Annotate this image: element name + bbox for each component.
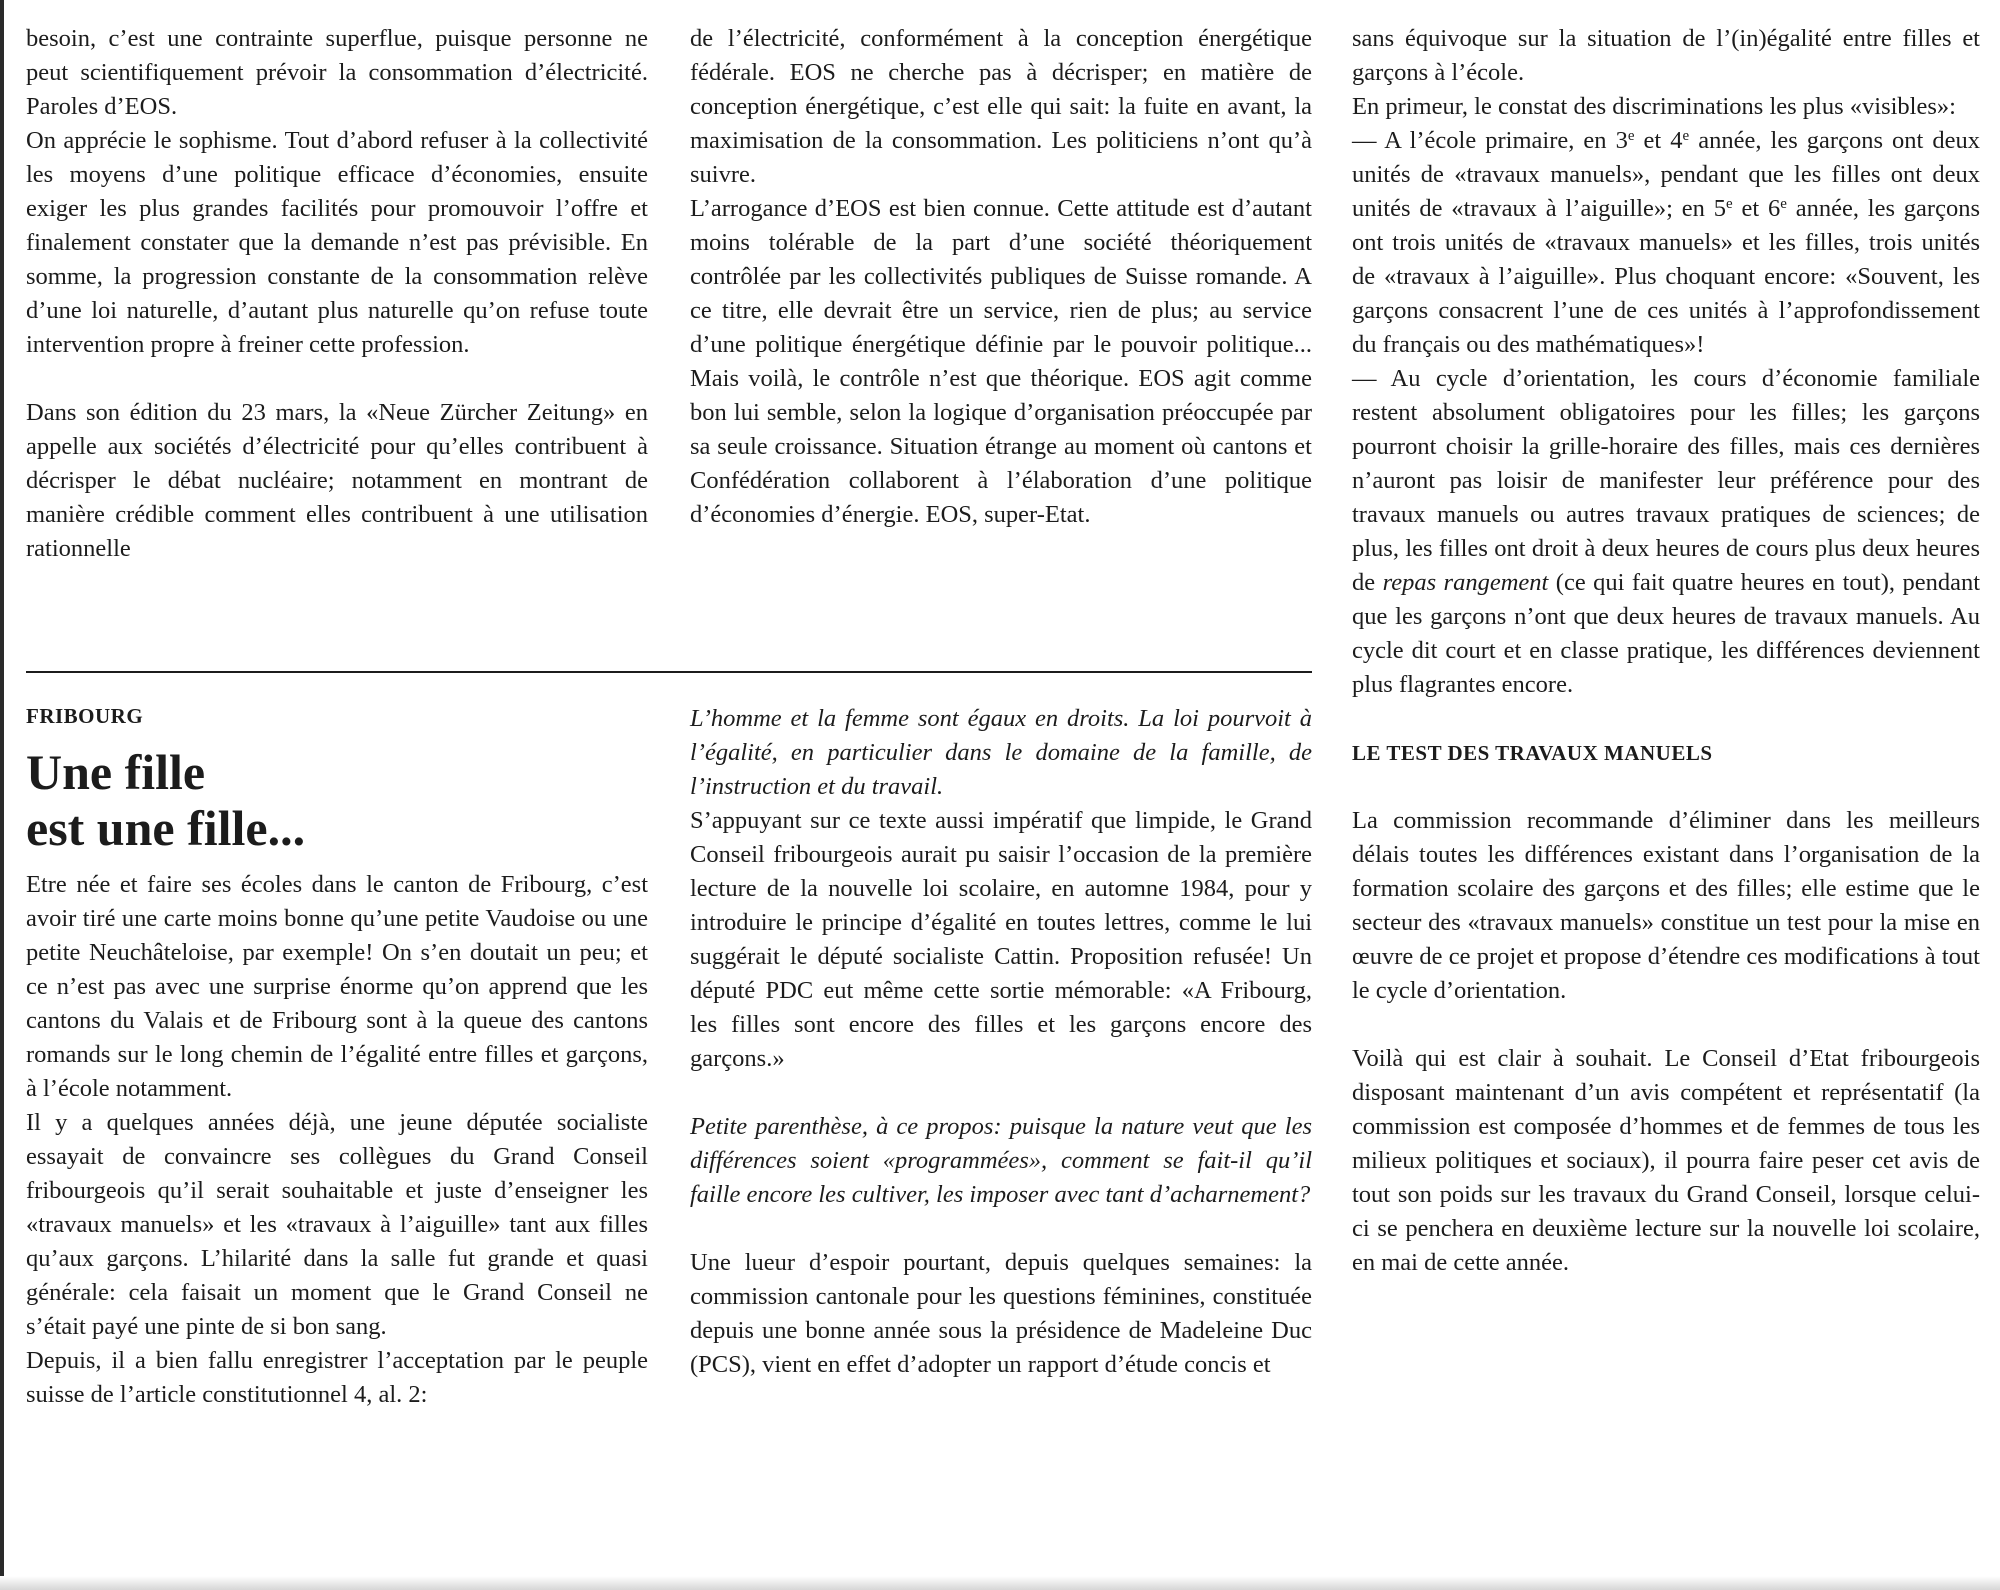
paragraph: Depuis, il a bien fallu enregistrer l’acceptation par le peuple suisse de l’article constitutionnel 4, al. 2: [26, 1347, 648, 1408]
article-column-1 [26, 702, 648, 1412]
list-item: — Au cycle d’orientation, les cours d’économie familiale restent absolument obligatoires pour les filles; les garçons pourront choisir la grille-horaire des filles, mais ces dernières n’auront pas loisir de manifester leur préférence pour des travaux manuels ou autres travaux pratiques de sciences; de plus, les filles ont droit à deux heures de cours plus deux heures de repas rangement (ce qui fait quatre heures en tout), pendant que les garçons n’ont que deux heures de travaux manuels. Au cycle dit court et en classe pratique, les différences deviennent plus flagrantes encore. [1352, 365, 1980, 698]
page-bottom-shadow [0, 1576, 2000, 1590]
title-line-1: Une fille [26, 744, 206, 800]
title-line-2: est une fille... [26, 800, 306, 856]
paragraph: On apprécie le sophisme. Tout d’abord refuser à la collectivité les moyens d’une politique efficace d’économies, ensuite exiger les plus grandes facilités pour promouvoir l’offre et finalement constater que la demande n’est pas prévisible. En somme, la progression constante de la consommation relève d’une loi naturelle, d’autant plus naturelle qu’on refuse toute intervention propre à freiner cette profession. [26, 127, 648, 358]
constitution-quote: L’homme et la femme sont égaux en droits. La loi pourvoit à l’égalité, en particulier dans le domaine de la famille, de l’instruction et du travail. [690, 705, 1312, 800]
paragraph: sans équivoque sur la situation de l’(in)égalité entre filles et garçons à l’école. [1352, 25, 1980, 86]
section-subheading: LE TEST DES TRAVAUX MANUELS [1352, 741, 1713, 765]
paragraph: Une lueur d’espoir pourtant, depuis quelques semaines: la commission cantonale pour les questions féminines, constituée depuis une bonne année sous la présidence de Madeleine Duc (PCS), vient en effet d’adopter un rapport d’étude concis et [690, 1249, 1312, 1378]
prev-article-column-1 [26, 22, 648, 566]
page-left-edge [0, 0, 4, 1590]
italic-aside: Petite parenthèse, à ce propos: puisque la nature veut que les différences soient «programmées», comment se fait-il qu’il faille encore les cultiver, les imposer avec tant d’acharnement? [690, 1113, 1312, 1208]
paragraph: L’arrogance d’EOS est bien connue. Cette attitude est d’autant moins tolérable de la part d’une société théoriquement contrôlée par les collectivités publiques de Suisse romande. A ce titre, elle devrait être un service, rien de plus; au service d’une politique énergétique définie par le pouvoir politique... Mais voilà, le contrôle n’est que théorique. EOS agit comme bon lui semble, selon la logique d’organisation préoccupée par sa seule croissance. Situation étrange au moment où cantons et Confédération collaborent à l’élaboration d’une politique d’économies d’énergie. EOS, super-Etat. [690, 195, 1312, 528]
paragraph: besoin, c’est une contrainte superflue, puisque personne ne peut scientifiquement prévoir la consommation d’électricité. Paroles d’EOS. [26, 25, 648, 120]
paragraph: Voilà qui est clair à souhait. Le Conseil d’Etat fribourgeois disposant maintenant d’un avis compétent et représentatif (la commission est composée d’hommes et de femmes de tous les milieux politiques et sociaux), il pourra faire peser cet avis de tout son poids sur les travaux du Grand Conseil, lorsque celui-ci se penchera en deuxième lecture sur la nouvelle loi scolaire, en mai de cette année. [1352, 1045, 1980, 1276]
prev-article-column-2 [690, 22, 1312, 532]
article-column-2 [690, 702, 1312, 1382]
section-divider [26, 671, 1312, 673]
paragraph: En primeur, le constat des discriminations les plus «visibles»: [1352, 93, 1956, 120]
paragraph: Il y a quelques années déjà, une jeune députée socialiste essayait de convaincre ses collègues du Grand Conseil fribourgeois qu’il serait souhaitable et juste d’enseigner les «travaux manuels» et les «travaux à l’aiguille» tant aux filles qu’aux garçons. L’hilarité dans la salle fut grande et quasi générale: cela faisait un moment que le Grand Conseil ne s’était payé une pinte de si bon sang. [26, 1109, 648, 1340]
paragraph: Dans son édition du 23 mars, la «Neue Zürcher Zeitung» en appelle aux sociétés d’électricité pour qu’elles contribuent à décrisper le débat nucléaire; notamment en montrant de manière crédible comment elles contribuent à une utilisation rationnelle [26, 399, 648, 562]
article-kicker: FRIBOURG [26, 704, 144, 728]
paragraph: Etre née et faire ses écoles dans le canton de Fribourg, c’est avoir tiré une carte moins bonne qu’une petite Vaudoise ou une petite Neuchâteloise, par exemple! On s’en doutait un peu; et ce n’est pas avec une surprise énorme qu’on apprend que les cantons du Valais et de Fribourg sont à la queue des cantons romands sur le long chemin de l’égalité entre filles et garçons, à l’école notamment. [26, 871, 648, 1102]
paragraph: S’appuyant sur ce texte aussi impératif que limpide, le Grand Conseil fribourgeois aurait pu saisir l’occasion de la première lecture de la nouvelle loi scolaire, en automne 1984, pour y introduire le principe d’égalité en toutes lettres, comme le lui suggérait le député socialiste Cattin. Proposition refusée! Un député PDC eut même cette sortie mémorable: «A Fribourg, les filles sont encore des filles et les garçons encore des garçons.» [690, 807, 1312, 1072]
article-title [26, 744, 648, 856]
paragraph: de l’électricité, conformément à la conception énergétique fédérale. EOS ne cherche pas à décrisper; en matière de conception énergétique, c’est elle qui sait: la fuite en avant, la maximisation de la consommation. Les politiciens n’ont qu’à suivre. [690, 25, 1312, 188]
list-item: — A l’école primaire, en 3e et 4e année, les garçons ont deux unités de «travaux manuels», pendant que les filles ont deux unités de «travaux à l’aiguille»; en 5e et 6e année, les garçons ont trois unités de «travaux manuels» et les filles, trois unités de «travaux à l’aiguille». Plus choquant encore: «Souvent, les garçons consacrent l’une de ces unités à l’approfondissement du français ou des mathématiques»! [1352, 127, 1981, 358]
paragraph: La commission recommande d’éliminer dans les meilleurs délais toutes les différences existant dans l’organisation de la formation scolaire des garçons et des filles; elle estime que le secteur des «travaux manuels» constitue un test pour la mise en œuvre de ce projet et propose d’étendre ces modifications à tout le cycle d’orientation. [1352, 807, 1980, 1004]
article-column-3 [1352, 22, 1980, 1280]
